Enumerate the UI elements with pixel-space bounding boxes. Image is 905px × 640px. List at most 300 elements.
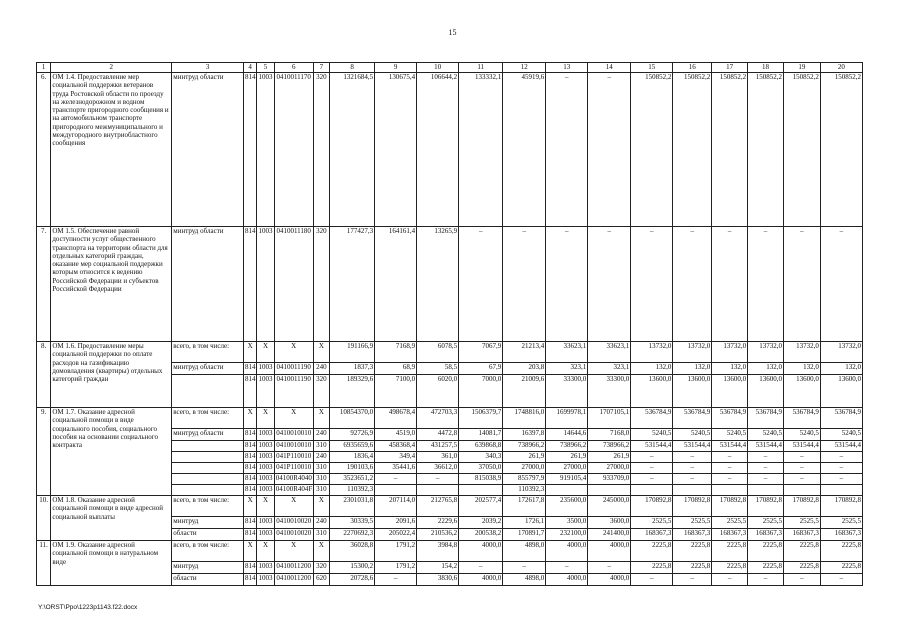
- amount-cell: –: [712, 463, 748, 474]
- amount-cell: 2525,5: [820, 517, 862, 529]
- amount-cell: 190103,6: [330, 463, 375, 474]
- amount-cell: 2225,8: [783, 541, 820, 562]
- amount-cell: 2225,8: [712, 541, 748, 562]
- amount-cell: 20728,6: [330, 574, 375, 586]
- budget-code-cell: X: [257, 342, 274, 363]
- amount-cell: 261,9: [588, 452, 631, 463]
- amount-cell: 2525,5: [783, 517, 820, 529]
- amount-cell: –: [712, 227, 748, 342]
- budget-code-cell: 814: [244, 463, 257, 474]
- budget-code-cell: 240: [313, 517, 329, 529]
- budget-code-cell: 041P110010: [274, 463, 313, 474]
- amount-cell: 536784,9: [820, 408, 862, 429]
- amount-cell: 13600,0: [748, 375, 784, 408]
- amount-cell: 168367,3: [712, 529, 748, 541]
- amount-cell: 323,1: [588, 363, 631, 375]
- amount-cell: 1836,4: [330, 452, 375, 463]
- amount-cell: 2225,8: [748, 562, 784, 574]
- amount-cell: 150852,2: [748, 73, 784, 227]
- amount-cell: 472703,3: [417, 408, 459, 429]
- amount-cell: 132,0: [820, 363, 862, 375]
- amount-cell: 33300,0: [588, 375, 631, 408]
- budget-code-cell: 0410011190: [274, 363, 313, 375]
- budget-code-cell: 1003: [257, 227, 274, 342]
- amount-cell: –: [673, 474, 712, 485]
- responsible-executor: всего, в том числе:: [172, 408, 244, 429]
- amount-cell: 67,9: [459, 363, 503, 375]
- amount-cell: [820, 485, 862, 496]
- amount-cell: 170892,8: [673, 496, 712, 517]
- budget-code-cell: 0410011200: [274, 562, 313, 574]
- amount-cell: 738966,2: [588, 441, 631, 452]
- amount-cell: 110392,3: [503, 485, 546, 496]
- budget-code-cell: 814: [244, 529, 257, 541]
- amount-cell: [673, 485, 712, 496]
- amount-cell: –: [712, 574, 748, 586]
- amount-cell: 168367,3: [748, 529, 784, 541]
- amount-cell: 1726,1: [503, 517, 546, 529]
- budget-code-cell: 814: [244, 485, 257, 496]
- responsible-executor: всего, в том числе:: [172, 342, 244, 363]
- amount-cell: –: [748, 474, 784, 485]
- amount-cell: 170892,8: [748, 496, 784, 517]
- budget-code-cell: X: [257, 496, 274, 517]
- amount-cell: 2225,8: [673, 562, 712, 574]
- amount-cell: 133332,1: [459, 73, 503, 227]
- amount-cell: 2525,5: [748, 517, 784, 529]
- column-number: 15: [631, 63, 673, 73]
- amount-cell: –: [783, 574, 820, 586]
- amount-cell: –: [820, 463, 862, 474]
- amount-cell: 235600,0: [546, 496, 588, 517]
- amount-cell: 2225,8: [820, 541, 862, 562]
- amount-cell: 132,0: [783, 363, 820, 375]
- amount-cell: 5240,5: [712, 429, 748, 441]
- amount-cell: 6020,0: [417, 375, 459, 408]
- amount-cell: –: [712, 474, 748, 485]
- amount-cell: –: [783, 227, 820, 342]
- amount-cell: 2225,8: [820, 562, 862, 574]
- amount-cell: 323,1: [546, 363, 588, 375]
- amount-cell: 2225,8: [631, 562, 673, 574]
- amount-cell: 150852,2: [673, 73, 712, 227]
- column-number: 16: [673, 63, 712, 73]
- amount-cell: 150852,2: [712, 73, 748, 227]
- amount-cell: 3523651,2: [330, 474, 375, 485]
- column-number: 1: [37, 63, 51, 73]
- column-number: 11: [459, 63, 503, 73]
- budget-code-cell: 240: [313, 429, 329, 441]
- responsible-executor: минтруд: [172, 517, 244, 529]
- amount-cell: 30339,5: [330, 517, 375, 529]
- amount-cell: 210536,2: [417, 529, 459, 541]
- amount-cell: –: [673, 227, 712, 342]
- amount-cell: 2270692,3: [330, 529, 375, 541]
- column-number: 17: [712, 63, 748, 73]
- amount-cell: 536784,9: [673, 408, 712, 429]
- amount-cell: 172617,8: [503, 496, 546, 517]
- amount-cell: 5240,5: [748, 429, 784, 441]
- amount-cell: 15300,2: [330, 562, 375, 574]
- budget-code-cell: X: [244, 408, 257, 429]
- column-number: 9: [375, 63, 417, 73]
- amount-cell: –: [546, 73, 588, 227]
- amount-cell: 177427,3: [330, 227, 375, 342]
- amount-cell: 3600,0: [588, 517, 631, 529]
- budget-code-cell: 041P110010: [274, 452, 313, 463]
- amount-cell: 4898,0: [503, 541, 546, 562]
- responsible-executor: минтруд области: [172, 429, 244, 441]
- amount-cell: 7168,0: [588, 429, 631, 441]
- responsible-executor: [172, 474, 244, 485]
- amount-cell: 13732,0: [820, 342, 862, 363]
- amount-cell: 200538,2: [459, 529, 503, 541]
- amount-cell: 232100,0: [546, 529, 588, 541]
- amount-cell: 14644,6: [546, 429, 588, 441]
- budget-code-cell: X: [244, 541, 257, 562]
- measure-name: ОМ 1.8. Оказание адресной социальной помощи в виде адресной социальной выплаты: [51, 496, 172, 541]
- responsible-executor: минтруд: [172, 562, 244, 574]
- amount-cell: 531544,4: [748, 441, 784, 452]
- amount-cell: 531544,4: [631, 441, 673, 452]
- amount-cell: 205022,4: [375, 529, 417, 541]
- amount-cell: –: [820, 227, 862, 342]
- budget-code-cell: 310: [313, 485, 329, 496]
- amount-cell: 7168,9: [375, 342, 417, 363]
- responsible-executor: всего, в том числе:: [172, 541, 244, 562]
- amount-cell: 13600,0: [783, 375, 820, 408]
- amount-cell: 27000,0: [503, 463, 546, 474]
- budget-code-cell: 1003: [257, 441, 274, 452]
- column-number: 8: [330, 63, 375, 73]
- budget-code-cell: X: [274, 408, 313, 429]
- amount-cell: –: [748, 227, 784, 342]
- amount-cell: 27000,0: [546, 463, 588, 474]
- measure-name: ОМ 1.5. Обеспечение равной доступности услуг общественного транспорта на территории области для отдельных категорий граждан, оказание мер социальной поддержки которым относится к ведению Российской Федерации и субъектов Российской Федерации: [51, 227, 172, 342]
- amount-cell: 2229,6: [417, 517, 459, 529]
- budget-code-cell: 310: [313, 441, 329, 452]
- table-body: [37, 63, 863, 586]
- responsible-executor: [172, 375, 244, 408]
- budget-code-cell: 1003: [257, 562, 274, 574]
- amount-cell: 27000,0: [588, 463, 631, 474]
- amount-cell: 1791,2: [375, 541, 417, 562]
- budget-code-cell: X: [274, 342, 313, 363]
- amount-cell: 2225,8: [631, 541, 673, 562]
- budget-code-cell: 814: [244, 429, 257, 441]
- budget-code-cell: 814: [244, 363, 257, 375]
- page-number: 15: [448, 28, 457, 37]
- column-number: 14: [588, 63, 631, 73]
- amount-cell: 13600,0: [673, 375, 712, 408]
- amount-cell: –: [783, 452, 820, 463]
- column-number: 2: [51, 63, 172, 73]
- amount-cell: 4519,0: [375, 429, 417, 441]
- amount-cell: 2525,5: [712, 517, 748, 529]
- budget-code-cell: 04100R404F: [274, 485, 313, 496]
- row-number: 7.: [37, 227, 51, 342]
- amount-cell: 536784,9: [712, 408, 748, 429]
- amount-cell: [588, 485, 631, 496]
- budget-code-cell: X: [257, 408, 274, 429]
- measure-name: ОМ 1.9. Оказание адресной социальной помощи в натуральном виде: [51, 541, 172, 586]
- amount-cell: 4000,0: [546, 574, 588, 586]
- budget-code-cell: 310: [313, 529, 329, 541]
- amount-cell: 2225,8: [783, 562, 820, 574]
- amount-cell: 37050,0: [459, 463, 503, 474]
- amount-cell: 13732,0: [712, 342, 748, 363]
- footer-file-path: Y:\ORST\Ppo\1223p1143.f22.docx: [38, 604, 138, 611]
- amount-cell: 5240,5: [631, 429, 673, 441]
- amount-cell: –: [546, 227, 588, 342]
- amount-cell: 13732,0: [783, 342, 820, 363]
- responsible-executor: минтруд области: [172, 363, 244, 375]
- budget-code-cell: 1003: [257, 73, 274, 227]
- amount-cell: [375, 485, 417, 496]
- amount-cell: –: [673, 452, 712, 463]
- amount-cell: 13265,9: [417, 227, 459, 342]
- column-number: 4: [244, 63, 257, 73]
- budget-code-cell: X: [313, 342, 329, 363]
- budget-code-cell: 814: [244, 441, 257, 452]
- amount-cell: 170892,8: [783, 496, 820, 517]
- amount-cell: 531544,4: [820, 441, 862, 452]
- amount-cell: [417, 485, 459, 496]
- budget-code-cell: 814: [244, 574, 257, 586]
- budget-code-cell: 0410010020: [274, 529, 313, 541]
- amount-cell: 191166,9: [330, 342, 375, 363]
- amount-cell: 4898,0: [503, 574, 546, 586]
- amount-cell: –: [631, 474, 673, 485]
- responsible-executor: всего, в том числе:: [172, 496, 244, 517]
- amount-cell: 150852,2: [783, 73, 820, 227]
- amount-cell: 5240,5: [783, 429, 820, 441]
- amount-cell: 738966,2: [503, 441, 546, 452]
- amount-cell: 13600,0: [631, 375, 673, 408]
- amount-cell: –: [748, 574, 784, 586]
- responsible-executor: минтруд области: [172, 227, 244, 342]
- budget-code-cell: 1003: [257, 485, 274, 496]
- column-number: 6: [274, 63, 313, 73]
- amount-cell: 132,0: [748, 363, 784, 375]
- amount-cell: –: [631, 452, 673, 463]
- amount-cell: –: [631, 574, 673, 586]
- amount-cell: 2039,2: [459, 517, 503, 529]
- amount-cell: 498678,4: [375, 408, 417, 429]
- amount-cell: –: [546, 562, 588, 574]
- amount-cell: 1321684,5: [330, 73, 375, 227]
- amount-cell: 21009,6: [503, 375, 546, 408]
- amount-cell: 13732,0: [673, 342, 712, 363]
- amount-cell: 150852,2: [631, 73, 673, 227]
- budget-code-cell: 1003: [257, 517, 274, 529]
- amount-cell: –: [631, 463, 673, 474]
- amount-cell: 36028,8: [330, 541, 375, 562]
- amount-cell: 1748816,0: [503, 408, 546, 429]
- amount-cell: 1791,2: [375, 562, 417, 574]
- amount-cell: 13600,0: [712, 375, 748, 408]
- amount-cell: 241400,0: [588, 529, 631, 541]
- amount-cell: –: [673, 463, 712, 474]
- amount-cell: –: [503, 562, 546, 574]
- amount-cell: 531544,4: [712, 441, 748, 452]
- amount-cell: 933709,0: [588, 474, 631, 485]
- amount-cell: –: [588, 227, 631, 342]
- amount-cell: 68,9: [375, 363, 417, 375]
- amount-cell: 92726,9: [330, 429, 375, 441]
- amount-cell: 855797,9: [503, 474, 546, 485]
- table-row: [37, 408, 863, 429]
- budget-code-cell: 814: [244, 562, 257, 574]
- row-number: 11.: [37, 541, 51, 586]
- amount-cell: 36612,0: [417, 463, 459, 474]
- budget-code-cell: 1003: [257, 375, 274, 408]
- amount-cell: 4000,0: [588, 574, 631, 586]
- column-number: 10: [417, 63, 459, 73]
- table-row: [37, 541, 863, 562]
- amount-cell: 7100,0: [375, 375, 417, 408]
- amount-cell: 536784,9: [748, 408, 784, 429]
- amount-cell: –: [459, 562, 503, 574]
- budget-code-cell: 310: [313, 463, 329, 474]
- column-number: 3: [172, 63, 244, 73]
- amount-cell: –: [783, 463, 820, 474]
- table-row: [37, 342, 863, 363]
- amount-cell: –: [820, 452, 862, 463]
- amount-cell: 531544,4: [673, 441, 712, 452]
- amount-cell: 35441,6: [375, 463, 417, 474]
- amount-cell: 5240,5: [820, 429, 862, 441]
- budget-code-cell: 320: [313, 375, 329, 408]
- budget-code-cell: 1003: [257, 474, 274, 485]
- amount-cell: 1707105,1: [588, 408, 631, 429]
- amount-cell: –: [459, 227, 503, 342]
- amount-cell: 2525,5: [673, 517, 712, 529]
- amount-cell: 150852,2: [820, 73, 862, 227]
- amount-cell: 168367,3: [783, 529, 820, 541]
- column-number: 18: [748, 63, 784, 73]
- amount-cell: –: [820, 474, 862, 485]
- amount-cell: 164161,4: [375, 227, 417, 342]
- amount-cell: 4000,0: [588, 541, 631, 562]
- column-number: 13: [546, 63, 588, 73]
- amount-cell: 6935659,6: [330, 441, 375, 452]
- amount-cell: [748, 485, 784, 496]
- amount-cell: –: [631, 227, 673, 342]
- budget-code-cell: 814: [244, 517, 257, 529]
- budget-code-cell: 814: [244, 452, 257, 463]
- amount-cell: 2225,8: [673, 541, 712, 562]
- budget-code-cell: 320: [313, 73, 329, 227]
- amount-cell: 361,0: [417, 452, 459, 463]
- amount-cell: 349,4: [375, 452, 417, 463]
- amount-cell: 738966,2: [546, 441, 588, 452]
- responsible-executor: [172, 441, 244, 452]
- amount-cell: 189329,6: [330, 375, 375, 408]
- measure-name: ОМ 1.6. Предоставление меры социальной поддержки по оплате расходов на газификацию домовладения (квартиры) отдельных категорий граждан: [51, 342, 172, 408]
- budget-code-cell: 0410011190: [274, 375, 313, 408]
- amount-cell: –: [375, 474, 417, 485]
- amount-cell: 1837,3: [330, 363, 375, 375]
- amount-cell: 132,0: [712, 363, 748, 375]
- amount-cell: 33623,1: [588, 342, 631, 363]
- amount-cell: 6078,5: [417, 342, 459, 363]
- amount-cell: 4000,0: [459, 541, 503, 562]
- amount-cell: 261,9: [503, 452, 546, 463]
- amount-cell: 170891,7: [503, 529, 546, 541]
- table-row: [37, 73, 863, 227]
- budget-code-cell: 814: [244, 474, 257, 485]
- budget-code-cell: X: [313, 408, 329, 429]
- budget-table: [36, 62, 863, 586]
- amount-cell: 3984,8: [417, 541, 459, 562]
- budget-code-cell: 1003: [257, 429, 274, 441]
- amount-cell: 2225,8: [748, 541, 784, 562]
- amount-cell: 45919,6: [503, 73, 546, 227]
- budget-code-cell: 320: [313, 227, 329, 342]
- amount-cell: –: [588, 73, 631, 227]
- amount-cell: 2091,6: [375, 517, 417, 529]
- budget-code-cell: 1003: [257, 363, 274, 375]
- amount-cell: [459, 485, 503, 496]
- responsible-executor: области: [172, 574, 244, 586]
- budget-code-cell: 1003: [257, 452, 274, 463]
- amount-cell: –: [748, 463, 784, 474]
- budget-code-cell: 1003: [257, 529, 274, 541]
- column-number-row: [37, 63, 863, 73]
- budget-code-cell: 320: [313, 562, 329, 574]
- amount-cell: 3500,0: [546, 517, 588, 529]
- amount-cell: 919105,4: [546, 474, 588, 485]
- amount-cell: 261,9: [546, 452, 588, 463]
- column-number: 20: [820, 63, 862, 73]
- responsible-executor: минтруд области: [172, 73, 244, 227]
- responsible-executor: [172, 463, 244, 474]
- budget-code-cell: 240: [313, 363, 329, 375]
- amount-cell: –: [503, 227, 546, 342]
- budget-code-cell: X: [244, 342, 257, 363]
- amount-cell: 132,0: [673, 363, 712, 375]
- amount-cell: 212765,8: [417, 496, 459, 517]
- amount-cell: 7000,0: [459, 375, 503, 408]
- amount-cell: 13732,0: [748, 342, 784, 363]
- amount-cell: 431257,5: [417, 441, 459, 452]
- column-number: 7: [313, 63, 329, 73]
- amount-cell: 531544,4: [783, 441, 820, 452]
- budget-code-cell: 0410011170: [274, 73, 313, 227]
- budget-code-cell: 814: [244, 375, 257, 408]
- amount-cell: –: [673, 574, 712, 586]
- budget-code-cell: 0410011180: [274, 227, 313, 342]
- budget-code-cell: 1003: [257, 574, 274, 586]
- amount-cell: 2525,5: [631, 517, 673, 529]
- amount-cell: –: [783, 474, 820, 485]
- budget-code-cell: X: [244, 496, 257, 517]
- amount-cell: 168367,3: [673, 529, 712, 541]
- budget-code-cell: 0410010010: [274, 441, 313, 452]
- amount-cell: [631, 485, 673, 496]
- amount-cell: 132,0: [631, 363, 673, 375]
- budget-code-cell: X: [313, 496, 329, 517]
- amount-cell: 110392,3: [330, 485, 375, 496]
- budget-code-cell: 04100R4040: [274, 474, 313, 485]
- amount-cell: 536784,9: [631, 408, 673, 429]
- amount-cell: 168367,3: [820, 529, 862, 541]
- row-number: 8.: [37, 342, 51, 408]
- amount-cell: 21213,4: [503, 342, 546, 363]
- budget-code-cell: X: [274, 541, 313, 562]
- row-number: 10.: [37, 496, 51, 541]
